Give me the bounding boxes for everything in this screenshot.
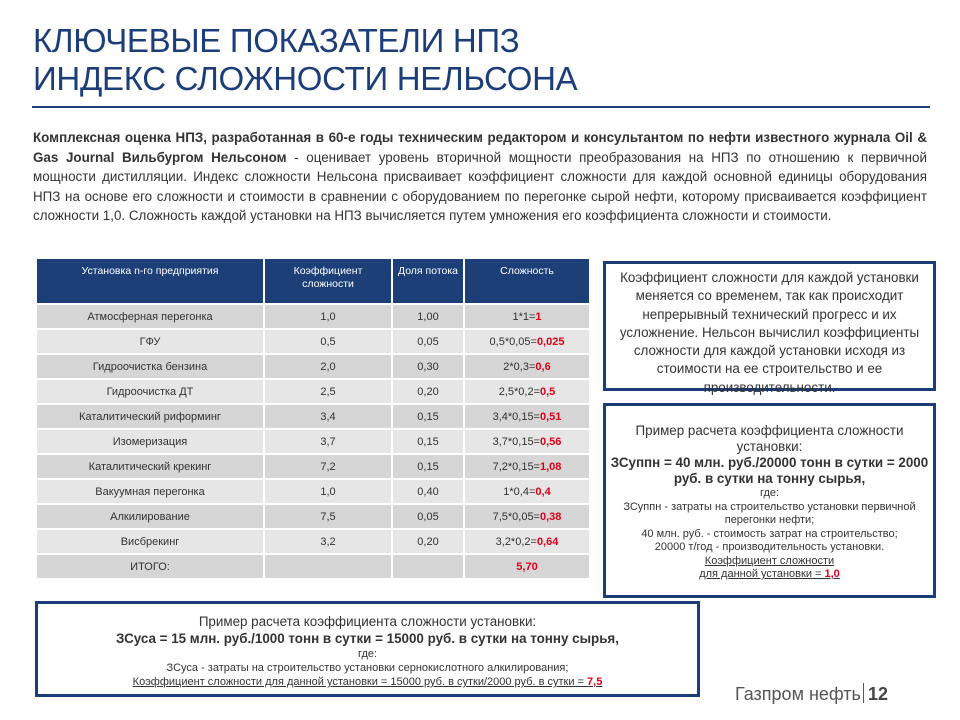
- cell-name: Каталитический крекинг: [37, 455, 263, 478]
- cell-result: 0,4: [535, 485, 551, 498]
- table-row: [37, 430, 589, 453]
- cell-calc: 0,5*0,05=: [489, 335, 537, 348]
- example-coef-label: для данной установки =: [699, 568, 825, 580]
- cell-result: 0,025: [536, 335, 565, 348]
- page-title: [33, 22, 913, 98]
- title-line-2: ИНДЕКС СЛОЖНОСТИ НЕЛЬСОНА: [33, 60, 578, 97]
- intro-rest: - оценивает уровень вторичной мощности преобразования на НПЗ по отношению к первичной мощности дистилляции. Индекс сложности Нельсона присваивает коэффициент сложности для каждой основной единицы оборудования НПЗ на основе его сложности и стоимости в сравнении с оборудованием по перегонке сырой нефти, которому присваивается коэффициент сложности 1,0. Сложность каждой установки на НПЗ вычисляется путем умножения его коэффициента сложности и стоимости.: [33, 149, 927, 223]
- cell-complexity: [465, 455, 589, 478]
- example-coef-value: 1,0: [824, 568, 840, 580]
- complexity-table: [35, 257, 591, 580]
- note-text: Коэффициент сложности для каждой установки меняется со временем, так как происходит непрерывный технический прогресс и их усложнение. Нельсон вычислил коэффициенты сложности для каждой установки исходя из стоимости на ее строительство и ее производительности.: [619, 270, 920, 395]
- intro-paragraph: [33, 128, 927, 226]
- cell-share: 0,15: [393, 430, 463, 453]
- cell-share: 0,15: [393, 405, 463, 428]
- footer-separator: [863, 683, 864, 703]
- cell-name: Алкилирование: [37, 505, 263, 528]
- cell-complexity: [465, 480, 589, 503]
- cell-calc: 1*1=: [512, 310, 536, 323]
- cell-name: Атмосферная перегонка: [37, 305, 263, 328]
- table-row: [37, 405, 589, 428]
- cell-coef: 1,0: [265, 480, 391, 503]
- cell-complexity: [465, 305, 589, 328]
- total-result: 5,70: [516, 560, 538, 573]
- example-coef-line-1: Коэффициент сложности: [704, 554, 835, 567]
- cell-result: 0,51: [539, 410, 562, 423]
- cell-complexity: [465, 355, 589, 378]
- example-coef-line-2: [606, 568, 933, 582]
- cell-result: 0,56: [539, 435, 562, 448]
- title-line-1: КЛЮЧЕВЫЕ ПОКАЗАТЕЛИ НПЗ: [33, 22, 520, 59]
- example-coef-line: [38, 675, 697, 689]
- cell-complexity: [465, 330, 589, 353]
- cell-complexity: [465, 380, 589, 403]
- example-coef-value: 7,5: [587, 676, 603, 688]
- cell-coef: 7,5: [265, 505, 391, 528]
- footer: [735, 683, 888, 705]
- example-where: где:: [357, 648, 378, 660]
- cell-calc: 3,7*0,15=: [492, 435, 540, 448]
- example-box-primary-distillation: [603, 403, 936, 598]
- example-heading: Пример расчета коэффициента сложности установки:: [198, 614, 537, 629]
- cell-share: 0,15: [393, 455, 463, 478]
- cell-complexity: [465, 505, 589, 528]
- table-row: [37, 480, 589, 503]
- cell-calc: 2*0,3=: [503, 360, 536, 373]
- example-line-3: 20000 т/год - производительность установки.: [654, 541, 885, 553]
- cell-calc: 7,2*0,15=: [492, 460, 540, 473]
- table-row: [37, 305, 589, 328]
- cell-share: 0,40: [393, 480, 463, 503]
- cell-name: Висбрекинг: [37, 530, 263, 553]
- cell-share: 1,00: [393, 305, 463, 328]
- table-row: [37, 505, 589, 528]
- example-coef-label: Коэффициент сложности для данной установки = 15000 руб. в сутки/2000 руб. в сутки =: [132, 676, 588, 688]
- example-line-2: 40 млн. руб. - стоимость затрат на строительство;: [641, 527, 898, 540]
- cell-complexity: [465, 430, 589, 453]
- cell-result: 0,38: [539, 510, 562, 523]
- header-share: Доля потока: [393, 259, 463, 303]
- cell-calc: 1*0,4=: [503, 485, 536, 498]
- cell-coef: 3,7: [265, 430, 391, 453]
- example-where: где:: [759, 487, 780, 499]
- cell-empty: [393, 555, 463, 578]
- cell-result: 0,5: [540, 385, 556, 398]
- cell-name: Гидроочистка ДТ: [37, 380, 263, 403]
- cell-share: 0,30: [393, 355, 463, 378]
- cell-total-result: [465, 555, 589, 578]
- footer-brand: Газпром нефть: [735, 684, 861, 704]
- table-header-row: [37, 259, 589, 303]
- example-box-alkylation: [35, 601, 700, 697]
- cell-total-label: ИТОГО:: [37, 555, 263, 578]
- cell-name: Гидроочистка бензина: [37, 355, 263, 378]
- cell-coef: 0,5: [265, 330, 391, 353]
- cell-result: 0,64: [536, 535, 559, 548]
- intro-bold: Комплексная оценка НПЗ, разработанная в 60-е годы техническим редактором и консультантом по нефти известного журнала Oil & Gas Journal Вильбургом Нельсоном: [33, 130, 927, 165]
- cell-coef: 2,0: [265, 355, 391, 378]
- table-row: [37, 330, 589, 353]
- example-formula: ЗСуса = 15 млн. руб./1000 тонн в сутки = 15000 руб. в сутки на тонну сырья,: [116, 631, 619, 646]
- table-row: [37, 530, 589, 553]
- cell-coef: 3,4: [265, 405, 391, 428]
- example-line-1: ЗСуса - затраты на строительство установки сернокислотного алкилирования;: [166, 662, 569, 674]
- header-unit: Установка n-го предприятия: [37, 259, 263, 303]
- cell-complexity: [465, 530, 589, 553]
- cell-share: 0,20: [393, 380, 463, 403]
- cell-coef: 1,0: [265, 305, 391, 328]
- cell-result: 1: [535, 310, 542, 323]
- title-divider: [32, 106, 930, 108]
- cell-coef: 2,5: [265, 380, 391, 403]
- cell-complexity: [465, 405, 589, 428]
- header-coef: Коэффициент сложности: [265, 259, 391, 303]
- table-body: [37, 305, 589, 578]
- cell-calc: 2,5*0,2=: [498, 385, 540, 398]
- cell-result: 1,08: [539, 460, 562, 473]
- table-row: [37, 455, 589, 478]
- cell-result: 0,6: [535, 360, 551, 373]
- cell-name: Вакуумная перегонка: [37, 480, 263, 503]
- table-row: [37, 380, 589, 403]
- cell-name: Каталитический риформинг: [37, 405, 263, 428]
- cell-name: Изомеризация: [37, 430, 263, 453]
- cell-coef: 7,2: [265, 455, 391, 478]
- cell-name: ГФУ: [37, 330, 263, 353]
- example-formula: ЗСуппн = 40 млн. руб./20000 тонн в сутки = 2000 руб. в сутки на тонну сырья,: [610, 455, 929, 486]
- cell-calc: 7,5*0,05=: [492, 510, 540, 523]
- header-complexity: Сложность: [465, 259, 589, 303]
- cell-calc: 3,4*0,15=: [492, 410, 540, 423]
- cell-calc: 3,2*0,2=: [495, 535, 537, 548]
- table-row: [37, 355, 589, 378]
- cell-share: 0,20: [393, 530, 463, 553]
- cell-coef: 3,2: [265, 530, 391, 553]
- cell-share: 0,05: [393, 505, 463, 528]
- page-number: 12: [867, 684, 888, 704]
- cell-share: 0,05: [393, 330, 463, 353]
- note-box-coefficient-change: [603, 261, 936, 395]
- table-total-row: [37, 555, 589, 578]
- cell-empty: [265, 555, 391, 578]
- example-line-1: ЗСуппн - затраты на строительство установки первичной перегонки нефти;: [623, 500, 916, 526]
- example-heading: Пример расчета коэффициента сложности установки:: [635, 423, 904, 454]
